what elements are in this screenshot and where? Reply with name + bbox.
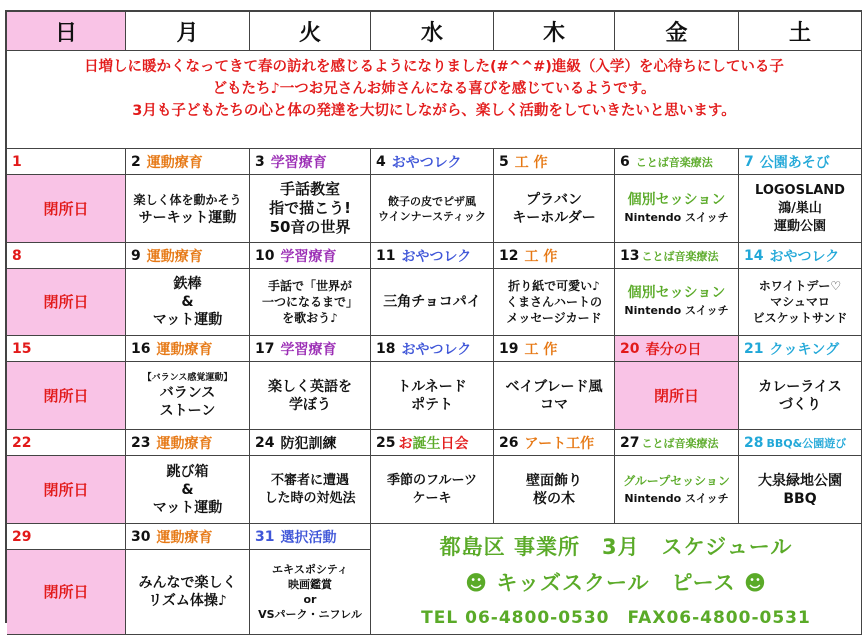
- message-line: 日増しに暖かくなってきて春の訪れを感じるようになりました(#^^#)進級（入学）を心待ちにしている子: [84, 59, 784, 75]
- activity-line: 50音の世界: [269, 218, 351, 236]
- activity-line: ホワイトデー♡: [758, 279, 842, 293]
- activity-line: VSパーク・ニフレル: [258, 608, 362, 621]
- activity-line: 個別セッション: [627, 285, 726, 301]
- activity-line: 餃子の皮でピザ風: [388, 194, 476, 208]
- day-number: 13: [620, 247, 640, 264]
- calendar-sheet: [5, 10, 862, 628]
- activity-line: マット運動: [152, 312, 223, 328]
- activity-line: ウインナースティック: [377, 209, 487, 223]
- day-body-4: [371, 175, 494, 243]
- activity-label: おやつレク: [391, 154, 462, 171]
- activity-line: 楽しく英語を: [268, 378, 352, 395]
- activity-label: 工 作: [514, 154, 548, 171]
- activity-line: 跳び箱: [166, 463, 209, 480]
- day-header-24: [250, 430, 371, 456]
- activity-label: 春分の日: [645, 341, 702, 358]
- day-number: 29: [12, 528, 32, 545]
- activity-label: おやつレク: [401, 248, 472, 265]
- closed-label: 閉所日: [43, 386, 89, 405]
- activity-label: アート工作: [524, 435, 595, 452]
- activity-line: &: [181, 294, 194, 310]
- day-number: 20: [620, 340, 640, 357]
- activity-line: 三角チョコパイ: [383, 294, 481, 310]
- activity-label: 運動療育: [146, 248, 203, 265]
- day-header-18: [371, 336, 494, 362]
- day-header-22: [7, 430, 126, 456]
- activity-line: 鉄棒: [173, 276, 202, 292]
- day-body-27: [615, 456, 739, 524]
- office-info: [371, 524, 862, 635]
- school-name: ☻ キッズスクール ピース ☻: [465, 570, 767, 595]
- day-body-20: [615, 362, 739, 430]
- activity-line: コマ: [540, 396, 568, 413]
- day-number: 5: [499, 153, 509, 170]
- day-header-12: [494, 243, 615, 269]
- activity-line: くまさんハートの: [505, 295, 602, 309]
- day-header-27: [615, 430, 739, 456]
- activity-label: 運動療育: [156, 435, 213, 452]
- day-number: 8: [12, 247, 22, 264]
- day-body-17: [250, 362, 371, 430]
- day-header-26: [494, 430, 615, 456]
- activity-label: 運動療育: [156, 529, 213, 546]
- day-header-8: [7, 243, 126, 269]
- activity-line: Nintendo スイッチ: [624, 304, 729, 317]
- activity-label: 防犯訓練: [280, 435, 337, 452]
- day-number: 12: [499, 247, 519, 264]
- day-number: 7: [744, 153, 754, 170]
- activity-line: ビスケットサンド: [752, 311, 848, 325]
- activity-label: クッキング: [769, 341, 840, 358]
- activity-line: or: [303, 593, 317, 606]
- activity-line: 季節のフルーツ: [387, 472, 477, 488]
- day-number: 21: [744, 340, 764, 357]
- activity-label: 学習療育: [280, 341, 337, 358]
- activity-line: 【バランス感覚運動】: [142, 372, 233, 383]
- activity-line: 不審者に遭遇: [270, 472, 349, 488]
- closed-label: 閉所日: [653, 386, 699, 405]
- office-schedule-title: 都島区 事業所 3月 スケジュール: [439, 534, 793, 559]
- activity-line: 個別セッション: [627, 191, 726, 208]
- activity-label: 公園あそび: [759, 154, 830, 171]
- activity-line: 手話教室: [279, 180, 340, 198]
- day-header-1: [7, 149, 126, 175]
- activity-label: 運動療育: [146, 154, 203, 171]
- day-body-3: [250, 175, 371, 243]
- activity-line: づくり: [779, 396, 821, 413]
- day-body-7: [739, 175, 862, 243]
- weekday-header-tue: 火: [250, 12, 371, 51]
- activity-line: 一つになるまで」: [261, 295, 358, 309]
- day-body-25: [371, 456, 494, 524]
- day-header-6: [615, 149, 739, 175]
- activity-line: した時の対処法: [264, 490, 356, 506]
- activity-line: サーキット運動: [138, 209, 237, 226]
- day-header-15: [7, 336, 126, 362]
- day-header-16: [126, 336, 250, 362]
- activity-line: ストーン: [159, 402, 216, 419]
- weekday-header-thu: 木: [494, 12, 615, 51]
- day-body-26: [494, 456, 615, 524]
- day-body-30: [126, 550, 250, 635]
- activity-line: 手話で「世界が: [267, 279, 352, 293]
- activity-line: &: [181, 481, 194, 498]
- day-body-2: [126, 175, 250, 243]
- day-number: 30: [131, 528, 151, 545]
- day-header-13: [615, 243, 739, 269]
- day-number: 1: [12, 153, 22, 170]
- day-number: 10: [255, 247, 275, 264]
- message-line: 3月も子どもたちの心と体の発達を大切にしながら、楽しく活動をしていきたいと思います。: [132, 103, 736, 119]
- activity-line: 楽しく体を動かそう: [133, 192, 242, 207]
- activity-line: マシュマロ: [770, 295, 830, 309]
- day-header-9: [126, 243, 250, 269]
- activity-line: 学ぼう: [289, 396, 331, 413]
- weekday-header-sun: 日: [7, 12, 126, 51]
- closed-label: 閉所日: [43, 583, 89, 601]
- day-number: 26: [499, 434, 519, 451]
- monthly-message: [7, 51, 862, 149]
- activity-line: エキスポシティ: [272, 563, 348, 576]
- activity-line: 折り紙で可愛い♪: [508, 279, 600, 293]
- activity-line: ケーキ: [412, 490, 452, 506]
- day-body-10: [250, 269, 371, 336]
- day-number: 4: [376, 153, 386, 170]
- activity-line: ベイブレード風: [505, 378, 603, 395]
- day-header-19: [494, 336, 615, 362]
- activity-line: プラバン: [526, 191, 582, 208]
- activity-line: 指で描こう!: [269, 199, 351, 217]
- day-header-20: [615, 336, 739, 362]
- day-header-30: [126, 524, 250, 550]
- day-number: 11: [376, 247, 396, 264]
- day-number: 2: [131, 153, 141, 170]
- activity-line: Nintendo スイッチ: [624, 210, 729, 224]
- activity-label: 運動療育: [156, 341, 213, 358]
- activity-line: カレーライス: [758, 378, 842, 395]
- activity-line: LOGOSLAND: [755, 182, 845, 198]
- activity-line: BBQ: [783, 490, 817, 507]
- activity-line: キーホルダー: [512, 209, 596, 226]
- day-header-10: [250, 243, 371, 269]
- day-number: 14: [744, 247, 764, 264]
- activity-line: リズム体操♪: [148, 593, 227, 609]
- day-body-9: [126, 269, 250, 336]
- activity-line: 桜の木: [533, 490, 575, 507]
- activity-line: グループセッション: [623, 473, 730, 488]
- activity-label: 選択活動: [280, 529, 337, 546]
- activity-line: Nintendo スイッチ: [624, 491, 729, 505]
- day-number: 24: [255, 434, 275, 451]
- day-body-14: [739, 269, 862, 336]
- day-header-11: [371, 243, 494, 269]
- day-body-5: [494, 175, 615, 243]
- weekday-header-fri: 金: [615, 12, 739, 51]
- day-number: 31: [255, 528, 275, 545]
- day-number: 18: [376, 340, 396, 357]
- day-body-12: [494, 269, 615, 336]
- message-line: どもたち♪一つお兄さんお姉さんになる喜びを感じているようです。: [212, 81, 656, 97]
- activity-label-post: 日会: [440, 435, 469, 452]
- day-body-8: [7, 269, 126, 336]
- day-number: 9: [131, 247, 141, 264]
- day-header-5: [494, 149, 615, 175]
- activity-line: を歌おう♪: [282, 311, 338, 325]
- activity-label: BBQ&公園遊び: [766, 436, 847, 450]
- day-header-31: [250, 524, 371, 550]
- day-body-6: [615, 175, 739, 243]
- day-number: 3: [255, 153, 265, 170]
- activity-label: [398, 433, 468, 453]
- closed-label: 閉所日: [43, 199, 89, 218]
- day-body-29: [7, 550, 126, 635]
- activity-label: 学習療育: [280, 248, 337, 265]
- day-body-11: [371, 269, 494, 336]
- activity-line: ポテト: [411, 396, 453, 413]
- activity-label: おやつレク: [401, 341, 472, 358]
- activity-line: トルネード: [397, 378, 467, 395]
- activity-label: おやつレク: [769, 248, 840, 265]
- activity-label: 学習療育: [270, 154, 327, 171]
- day-number: 27: [620, 434, 640, 451]
- day-body-23: [126, 456, 250, 524]
- activity-line: マット運動: [152, 499, 223, 516]
- day-number: 28: [744, 434, 764, 451]
- day-body-28: [739, 456, 862, 524]
- day-number: 16: [131, 340, 151, 357]
- day-header-3: [250, 149, 371, 175]
- day-body-1: [7, 175, 126, 243]
- day-body-13: [615, 269, 739, 336]
- day-header-28: [739, 430, 862, 456]
- day-header-29: [7, 524, 126, 550]
- day-header-2: [126, 149, 250, 175]
- activity-label: ことば音楽療法: [635, 155, 713, 169]
- day-header-21: [739, 336, 862, 362]
- day-header-17: [250, 336, 371, 362]
- day-number: 25: [376, 434, 396, 451]
- activity-line: みんなで楽しく: [138, 575, 237, 591]
- day-number: 23: [131, 434, 151, 451]
- weekday-header-sat: 土: [739, 12, 862, 51]
- day-body-22: [7, 456, 126, 524]
- activity-label: ことば音楽療法: [641, 436, 719, 450]
- day-header-23: [126, 430, 250, 456]
- day-body-15: [7, 362, 126, 430]
- activity-line: 壁面飾り: [526, 472, 582, 489]
- day-number: 22: [12, 434, 32, 451]
- day-body-24: [250, 456, 371, 524]
- activity-line: 映画鑑賞: [288, 578, 332, 591]
- activity-label: ことば音楽療法: [641, 249, 719, 263]
- day-header-4: [371, 149, 494, 175]
- day-number: 17: [255, 340, 275, 357]
- weekday-header-mon: 月: [126, 12, 250, 51]
- day-number: 6: [620, 153, 630, 170]
- day-body-21: [739, 362, 862, 430]
- day-number: 15: [12, 340, 32, 357]
- day-header-14: [739, 243, 862, 269]
- activity-label: 工 作: [524, 341, 558, 358]
- activity-label-highlight: 誕生: [412, 435, 441, 452]
- day-body-31: [250, 550, 371, 635]
- day-number: 19: [499, 340, 519, 357]
- day-header-7: [739, 149, 862, 175]
- day-body-19: [494, 362, 615, 430]
- closed-label: 閉所日: [43, 480, 89, 499]
- activity-line: メッセージカード: [506, 311, 602, 325]
- activity-label-pre: お: [398, 435, 413, 452]
- activity-line: バランス: [159, 384, 216, 401]
- activity-label: 工 作: [524, 248, 558, 265]
- day-body-18: [371, 362, 494, 430]
- closed-label: 閉所日: [43, 293, 89, 311]
- activity-line: 大泉緑地公園: [758, 472, 842, 489]
- activity-line: 運動公園: [773, 218, 826, 234]
- day-header-25: [371, 430, 494, 456]
- day-body-16: [126, 362, 250, 430]
- activity-line: 鴻/巣山: [778, 200, 822, 216]
- contact-numbers: TEL 06-4800-0530 FAX06-4800-0531: [421, 607, 811, 628]
- weekday-header-wed: 水: [371, 12, 494, 51]
